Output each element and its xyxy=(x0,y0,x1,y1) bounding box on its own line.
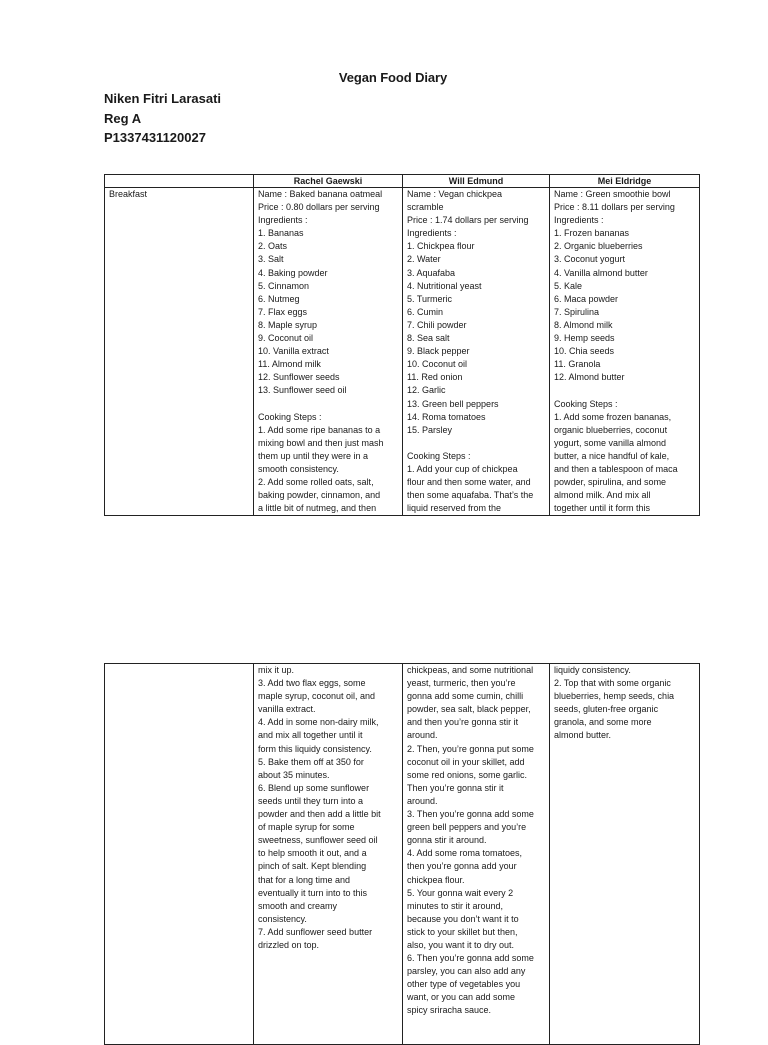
text-line: 2. Add some rolled oats, salt, xyxy=(258,477,374,488)
text-line: granola, and some more xyxy=(554,717,652,728)
text-line: mixing bowl and then just mash xyxy=(258,437,384,448)
text-line: stick to your skillet but then, xyxy=(407,926,518,937)
text-line: 6. Nutmeg xyxy=(258,293,300,304)
table-row-breakfast-continued xyxy=(105,664,700,1045)
text-line: and then a tablespoon of maca xyxy=(554,463,678,474)
meal-label-cell xyxy=(105,188,254,516)
recipe-text xyxy=(554,188,695,515)
text-line: 8. Sea salt xyxy=(407,333,450,344)
text-line: 12. Garlic xyxy=(407,385,446,396)
text-line: smooth and creamy xyxy=(258,900,338,911)
text-line: Ingredients : xyxy=(258,215,308,226)
text-line: pinch of salt. Kept blending xyxy=(258,861,367,872)
text-line: and mix all together until it xyxy=(258,730,363,741)
text-line: gonna add some cumin, chilli xyxy=(407,691,524,702)
text-line: minutes to stir it around, xyxy=(407,900,504,911)
text-line: almond butter. xyxy=(554,730,612,741)
text-line: 2. Then, you’re gonna put some xyxy=(407,743,534,754)
text-line: 7. Flax eggs xyxy=(258,306,308,317)
text-line: 5. Turmeric xyxy=(407,293,453,304)
text-line: Then you’re gonna stir it xyxy=(407,782,504,793)
text-line: 7. Spirulina xyxy=(554,306,600,317)
text-line: some red onions, some garlic. xyxy=(407,769,528,780)
text-line: almond milk. And mix all xyxy=(554,490,651,501)
text-line: 13. Green bell peppers xyxy=(407,398,499,409)
food-diary-table-continued xyxy=(104,663,700,1045)
text-line: butter, a nice handful of kale, xyxy=(554,450,670,461)
text-line: parsley, you can also add any xyxy=(407,966,526,977)
author-student-id: P1337431120027 xyxy=(104,130,206,145)
text-line: gonna stir it around. xyxy=(407,835,487,846)
meal-label-cell-empty xyxy=(105,664,254,1045)
text-line: mix it up. xyxy=(258,665,295,675)
text-line: consistency. xyxy=(258,913,307,924)
text-line: seeds, gluten-free organic xyxy=(554,704,659,715)
text-line: Price : 8.11 dollars per serving xyxy=(554,202,675,213)
text-line: Name : Green smoothie bowl xyxy=(554,189,671,199)
text-line: 1. Bananas xyxy=(258,228,304,239)
text-line: 1. Add some ripe bananas to a xyxy=(258,424,381,435)
text-line: want, or you can add some xyxy=(407,992,516,1003)
text-line: powder, spirulina, and some xyxy=(554,477,667,488)
text-line: yeast, turmeric, then you’re xyxy=(407,678,516,689)
text-line: 7. Add sunflower seed butter xyxy=(258,926,373,937)
text-line: around. xyxy=(407,730,438,741)
food-diary-table xyxy=(104,174,700,516)
text-line: vanilla extract. xyxy=(258,704,316,715)
text-line: chickpeas, and some nutritional xyxy=(407,665,534,675)
recipe-text xyxy=(258,664,398,952)
recipe-text xyxy=(258,188,398,515)
text-line: to help smooth it out, and a xyxy=(258,848,367,859)
text-line: Ingredients : xyxy=(554,215,604,226)
text-line: chickpea flour. xyxy=(407,874,465,885)
text-line: seeds until they turn into a xyxy=(258,795,364,806)
text-line: 5. Kale xyxy=(554,280,583,291)
text-line: liquid reserved from the xyxy=(407,503,502,514)
text-line: 13. Sunflower seed oil xyxy=(258,385,347,396)
text-line: 7. Chili powder xyxy=(407,319,467,330)
text-line: 1. Add some frozen bananas, xyxy=(554,411,672,422)
text-line: 8. Almond milk xyxy=(554,319,613,330)
recipe-text xyxy=(554,664,695,743)
text-line: 8. Maple syrup xyxy=(258,319,318,330)
text-line: green bell peppers and you’re xyxy=(407,822,527,833)
text-line: Cooking Steps : xyxy=(554,398,618,409)
text-line: then you’re gonna add your xyxy=(407,861,517,872)
text-line: then some aquafaba. That’s the xyxy=(407,490,534,501)
text-line: 11. Almond milk xyxy=(258,359,321,370)
blank-line xyxy=(554,384,695,397)
text-line: 4. Vanilla almond butter xyxy=(554,267,648,278)
rachel-gaewski-cell xyxy=(254,188,403,516)
blank-line xyxy=(407,437,545,450)
meal-label: Breakfast xyxy=(109,189,148,199)
author-block xyxy=(104,89,221,148)
text-line: Name : Baked banana oatmeal xyxy=(258,189,383,199)
text-line: 1. Chickpea flour xyxy=(407,241,475,252)
text-line: eventually it turn into to this xyxy=(258,887,368,898)
text-line: Price : 1.74 dollars per serving xyxy=(407,215,529,226)
column-header-rachel-gaewski: Rachel Gaewski xyxy=(254,175,403,188)
column-header-meal xyxy=(105,175,254,188)
will-edmund-cell-continued xyxy=(403,664,550,1045)
text-line: liquidy consistency. xyxy=(554,665,631,675)
text-line: together until it form this xyxy=(554,503,651,514)
text-line: 6. Cumin xyxy=(407,306,444,317)
author-class: Reg A xyxy=(104,110,142,126)
table-row-breakfast xyxy=(105,188,700,516)
text-line: 4. Add in some non-dairy milk, xyxy=(258,717,379,728)
text-line: scramble xyxy=(407,202,444,213)
text-line: 11. Red onion xyxy=(407,372,463,383)
text-line: maple syrup, coconut oil, and xyxy=(258,691,376,702)
mei-eldridge-cell xyxy=(550,188,700,516)
document-title: Vegan Food Diary xyxy=(338,70,448,85)
text-line: Price : 0.80 dollars per serving xyxy=(258,202,380,213)
text-line: 3. Aquafaba xyxy=(407,267,456,278)
text-line: and then you’re gonna stir it xyxy=(407,717,519,728)
text-line: 3. Coconut yogurt xyxy=(554,254,626,265)
text-line: a little bit of nutmeg, and then xyxy=(258,503,377,514)
text-line: 4. Nutritional yeast xyxy=(407,280,482,291)
text-line: 9. Black pepper xyxy=(407,346,470,357)
rachel-gaewski-cell-continued xyxy=(254,664,403,1045)
text-line: around. xyxy=(407,795,438,806)
text-line: that for a long time and xyxy=(258,874,351,885)
text-line: because you don’t want it to xyxy=(407,913,519,924)
column-header-mei-eldridge: Mei Eldridge xyxy=(550,175,700,188)
text-line: smooth consistency. xyxy=(258,463,339,474)
text-line: 2. Oats xyxy=(258,241,288,252)
text-line: coconut oil in your skillet, add xyxy=(407,756,525,767)
text-line: 3. Add two flax eggs, some xyxy=(258,678,366,689)
blank-line xyxy=(258,398,398,411)
will-edmund-cell xyxy=(403,188,550,516)
recipe-text xyxy=(407,664,545,1018)
text-line: 4. Add some roma tomatoes, xyxy=(407,848,523,859)
text-line: flour and then some water, and xyxy=(407,477,531,488)
text-line: powder, sea salt, black pepper, xyxy=(407,704,531,715)
text-line: 6. Maca powder xyxy=(554,293,619,304)
text-line: Cooking Steps : xyxy=(258,411,322,422)
text-line: Cooking Steps : xyxy=(407,450,471,461)
text-line: 2. Water xyxy=(407,254,441,265)
text-line: baking powder, cinnamon, and xyxy=(258,490,381,501)
text-line: organic blueberries, coconut xyxy=(554,424,668,435)
text-line: 15. Parsley xyxy=(407,424,453,435)
table-header-row xyxy=(105,175,700,188)
text-line: yogurt, some vanilla almond xyxy=(554,437,667,448)
text-line: form this liquidy consistency. xyxy=(258,743,372,754)
text-line: 2. Top that with some organic xyxy=(554,678,671,689)
text-line: 5. Bake them off at 350 for xyxy=(258,756,364,767)
recipe-text xyxy=(407,188,545,515)
text-line: 10. Coconut oil xyxy=(407,359,468,370)
text-line: 5. Your gonna wait every 2 xyxy=(407,887,514,898)
mei-eldridge-cell-continued xyxy=(550,664,700,1045)
text-line: spicy sriracha sauce. xyxy=(407,1005,492,1016)
text-line: other type of vegetables you xyxy=(407,979,521,990)
text-line: 3. Then you’re gonna add some xyxy=(407,809,534,820)
text-line: 6. Blend up some sunflower xyxy=(258,782,370,793)
text-line: 9. Coconut oil xyxy=(258,333,314,344)
text-line: Name : Vegan chickpea xyxy=(407,189,503,199)
text-line: drizzled on top. xyxy=(258,939,320,950)
text-line: blueberries, hemp seeds, chia xyxy=(554,691,675,702)
text-line: of maple syrup for some xyxy=(258,822,355,833)
text-line: 6. Then you’re gonna add some xyxy=(407,953,534,964)
text-line: 12. Almond butter xyxy=(554,372,625,383)
text-line: them up until they were in a xyxy=(258,450,369,461)
text-line: about 35 minutes. xyxy=(258,769,330,780)
text-line: 10. Chia seeds xyxy=(554,346,615,357)
text-line: also, you want it to dry out. xyxy=(407,939,515,950)
text-line: sweetness, sunflower seed oil xyxy=(258,835,378,846)
text-line: 1. Frozen bananas xyxy=(554,228,630,239)
text-line: 5. Cinnamon xyxy=(258,280,310,291)
author-name: Niken Fitri Larasati xyxy=(104,91,222,106)
text-line: Ingredients : xyxy=(407,228,457,239)
text-line: 4. Baking powder xyxy=(258,267,328,278)
text-line: 9. Hemp seeds xyxy=(554,333,615,344)
text-line: 3. Salt xyxy=(258,254,284,265)
text-line: powder and then add a little bit xyxy=(258,809,381,820)
column-header-will-edmund: Will Edmund xyxy=(403,175,550,188)
text-line: 12. Sunflower seeds xyxy=(258,372,340,383)
text-line: 10. Vanilla extract xyxy=(258,346,329,357)
text-line: 14. Roma tomatoes xyxy=(407,411,486,422)
text-line: 11. Granola xyxy=(554,359,601,370)
text-line: 1. Add your cup of chickpea xyxy=(407,463,518,474)
text-line: 2. Organic blueberries xyxy=(554,241,643,252)
